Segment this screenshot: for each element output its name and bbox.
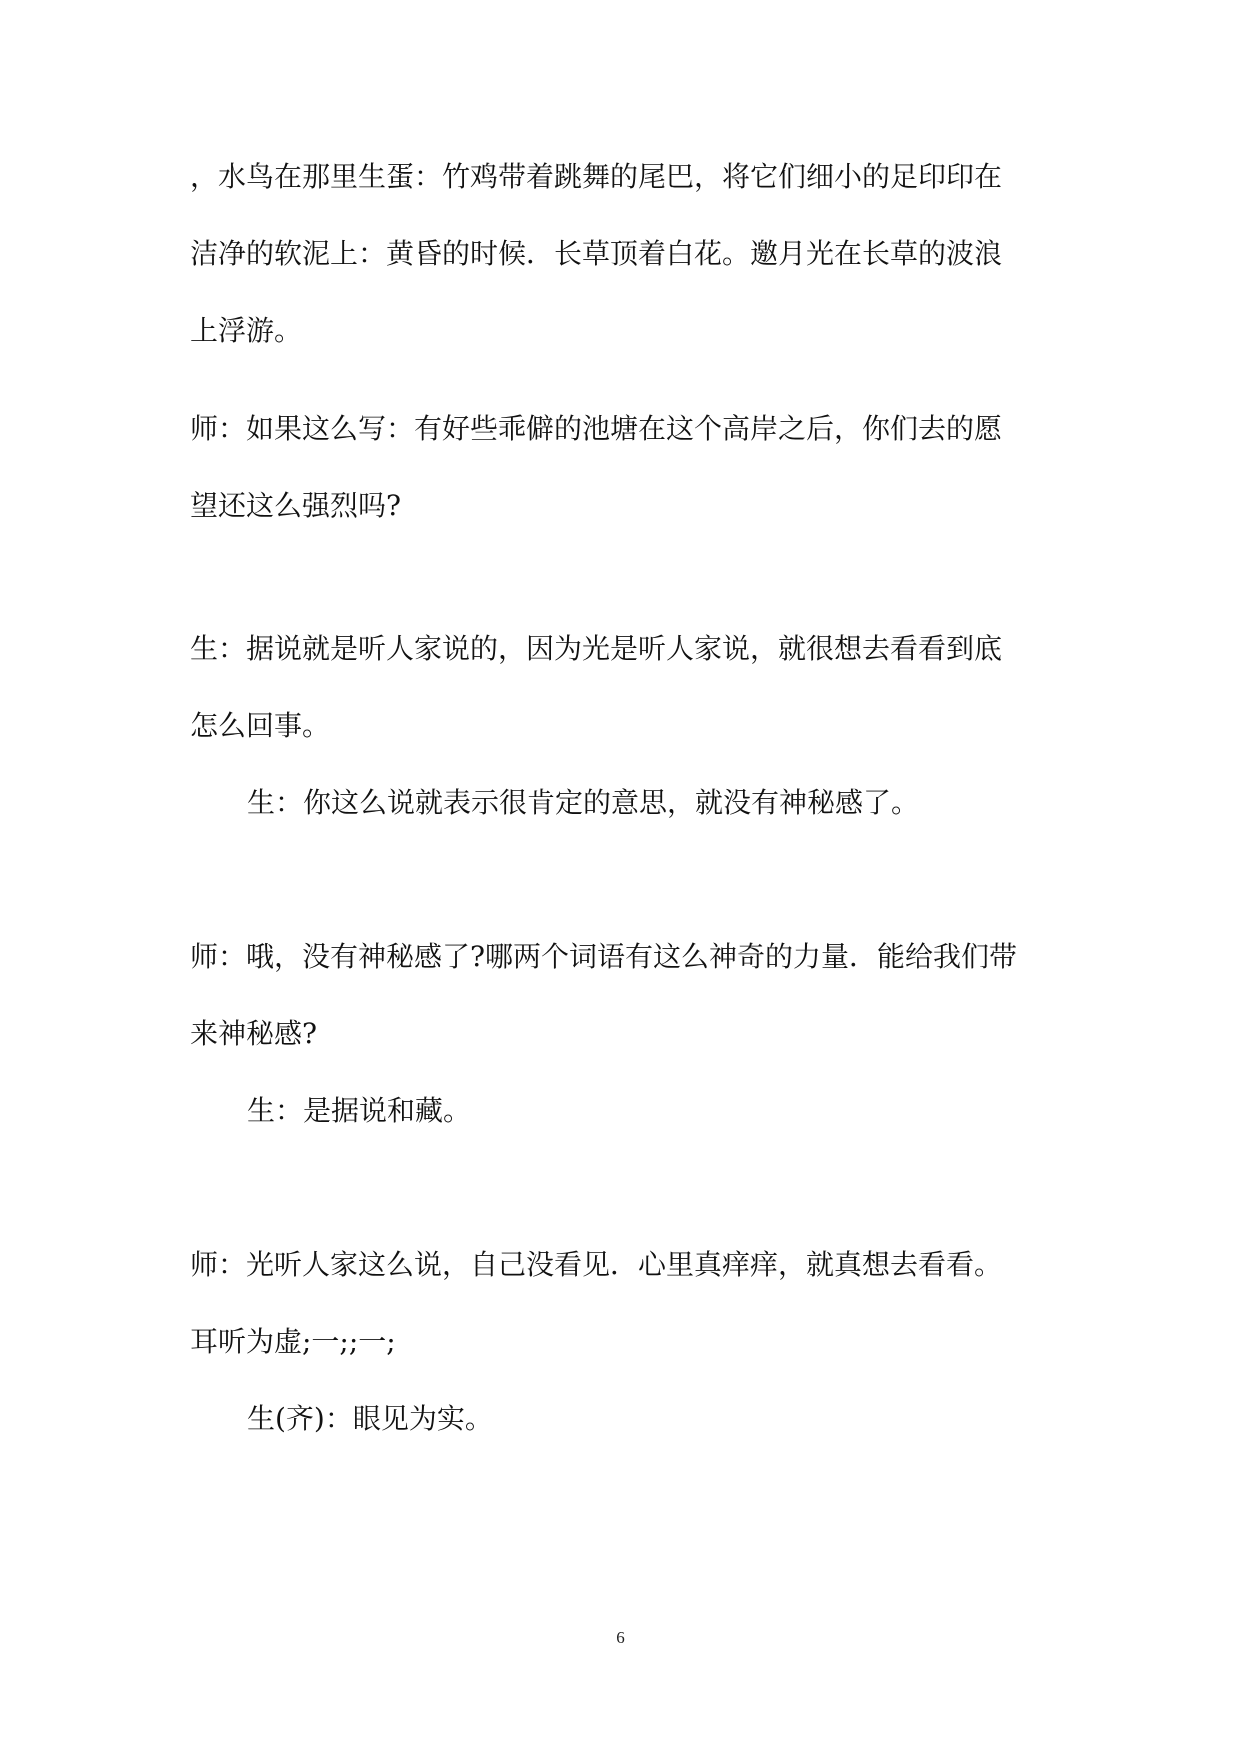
paragraph-5 (190, 918, 1070, 1072)
paragraph-1 (190, 138, 1070, 369)
text-line: 师：光听人家这么说，自己没看见．心里真痒痒，就真想去看看。 (190, 1248, 1003, 1281)
text-line: 生：你这么说就表示很肯定的意思，就没有神秘感了。 (247, 786, 920, 819)
text-line: 怎么回事。 (190, 709, 331, 742)
text-line: 师：哦，没有神秘感了?哪两个词语有这么神奇的力量．能给我们带 (190, 940, 1018, 973)
text-line: 师：如果这么写：有好些乖僻的池塘在这个高岸之后，你们去的愿 (190, 412, 1003, 445)
paragraph-4 (190, 764, 1070, 841)
text-line: 来神秘感? (190, 1017, 318, 1050)
text-line: 生：是据说和藏。 (247, 1094, 472, 1127)
text-line: 望还这么强烈吗? (190, 489, 402, 522)
text-line: 生：据说就是听人家说的，因为光是听人家说，就很想去看看到底 (190, 632, 1003, 665)
text-line: 生(齐)：眼见为实。 (247, 1402, 493, 1435)
text-line: 上浮游。 (190, 314, 303, 347)
page-number: 6 (616, 1628, 625, 1647)
text-line: 洁净的软泥上：黄昏的时候．长草顶着白花。邀月光在长草的波浪 (190, 237, 1003, 270)
text-line: 耳听为虚;一;;一; (190, 1325, 396, 1358)
paragraph-7 (190, 1226, 1070, 1380)
paragraph-6 (190, 1072, 1070, 1149)
text-line: ，水鸟在那里生蛋：竹鸡带着跳舞的尾巴，将它们细小的足印印在 (190, 160, 1003, 193)
paragraph-3 (190, 610, 1070, 764)
paragraph-8 (190, 1380, 1070, 1457)
paragraph-2 (190, 390, 1070, 544)
